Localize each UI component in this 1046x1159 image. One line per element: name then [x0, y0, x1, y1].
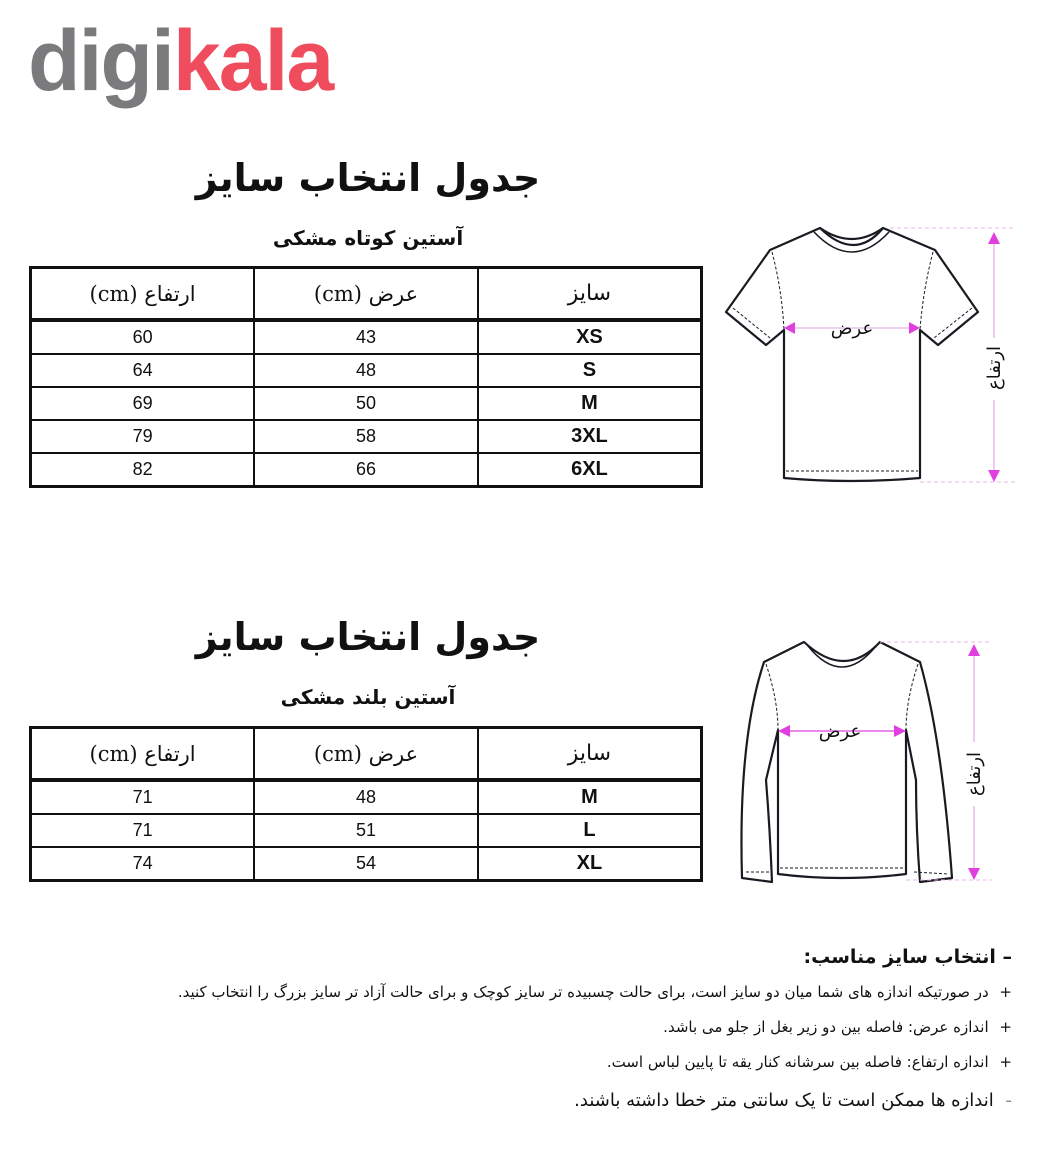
guide-item	[178, 1017, 1012, 1037]
guide-heading: – انتخاب سایز مناسب:	[803, 946, 1012, 968]
table-row	[31, 420, 702, 453]
cell-height: 79	[31, 420, 255, 453]
cell-size: S	[478, 354, 702, 387]
section1-subtitle: آستین کوتاه مشکی	[272, 226, 464, 250]
table-row	[31, 453, 702, 487]
cell-width: 54	[254, 847, 478, 881]
cell-width: 48	[254, 780, 478, 814]
size-guide-notes	[178, 946, 1012, 1111]
logo-kala: kala	[172, 13, 333, 109]
header-height: ارتفاع (cm)	[31, 728, 255, 781]
guide-item-text: در صورتیکه اندازه های شما میان دو سایز است، برای حالت چسبیده تر سایز کوچک و برای حالت آزاد تر سایز بزرگ را انتخاب کنید.	[177, 983, 989, 1001]
size-table-short-sleeve	[29, 266, 703, 488]
cell-height: 82	[31, 453, 255, 487]
cell-width: 43	[254, 320, 478, 354]
cell-width: 50	[254, 387, 478, 420]
guide-item	[178, 982, 1012, 1002]
digikala-logo	[28, 13, 333, 109]
logo-digi: digi	[28, 13, 173, 109]
table-header-row	[31, 728, 702, 781]
short-sleeve-tshirt-diagram	[720, 220, 1040, 500]
plus-bullet-icon: +	[999, 1018, 1012, 1036]
table-row	[31, 814, 702, 847]
header-size: سایز	[478, 268, 702, 321]
cell-height: 71	[31, 814, 255, 847]
section1-title: جدول انتخاب سایز	[195, 156, 541, 200]
height-label: ارتفاع	[964, 751, 985, 797]
header-width: عرض (cm)	[254, 728, 478, 781]
plus-bullet-icon: +	[999, 983, 1012, 1001]
table-row	[31, 387, 702, 420]
cell-height: 60	[31, 320, 255, 354]
header-height: ارتفاع (cm)	[31, 268, 255, 321]
width-label: عرض	[818, 721, 862, 742]
table-header-row	[31, 268, 702, 321]
table-row	[31, 320, 702, 354]
cell-size: M	[478, 387, 702, 420]
cell-size: L	[478, 814, 702, 847]
table-row	[31, 354, 702, 387]
long-sleeve-tshirt-diagram	[720, 630, 1040, 890]
table-row	[31, 780, 702, 814]
cell-height: 64	[31, 354, 255, 387]
cell-width: 66	[254, 453, 478, 487]
cell-size: XS	[478, 320, 702, 354]
guide-item-text: اندازه عرض: فاصله بین دو زیر بغل از جلو می باشد.	[663, 1018, 989, 1036]
height-label: ارتفاع	[984, 345, 1005, 391]
guide-item	[178, 1052, 1012, 1072]
cell-size: 6XL	[478, 453, 702, 487]
section2-title: جدول انتخاب سایز	[195, 615, 541, 659]
cell-width: 58	[254, 420, 478, 453]
plus-bullet-icon: +	[999, 1053, 1012, 1071]
cell-width: 51	[254, 814, 478, 847]
cell-width: 48	[254, 354, 478, 387]
cell-height: 74	[31, 847, 255, 881]
cell-size: M	[478, 780, 702, 814]
cell-size: 3XL	[478, 420, 702, 453]
cell-height: 71	[31, 780, 255, 814]
guide-item-text: اندازه ارتفاع: فاصله بین سرشانه کنار یقه تا پایین لباس است.	[606, 1053, 989, 1071]
header-width: عرض (cm)	[254, 268, 478, 321]
size-table-long-sleeve	[29, 726, 703, 882]
guide-final-note	[178, 1090, 1012, 1111]
cell-height: 69	[31, 387, 255, 420]
table-row	[31, 847, 702, 881]
header-size: سایز	[478, 728, 702, 781]
width-label: عرض	[830, 318, 874, 339]
section2-subtitle: آستین بلند مشکی	[280, 685, 456, 709]
final-note-text: اندازه ها ممکن است تا یک سانتی متر خطا داشته باشند.	[574, 1090, 994, 1111]
cell-size: XL	[478, 847, 702, 881]
dash-bullet-icon: -	[1005, 1090, 1012, 1111]
